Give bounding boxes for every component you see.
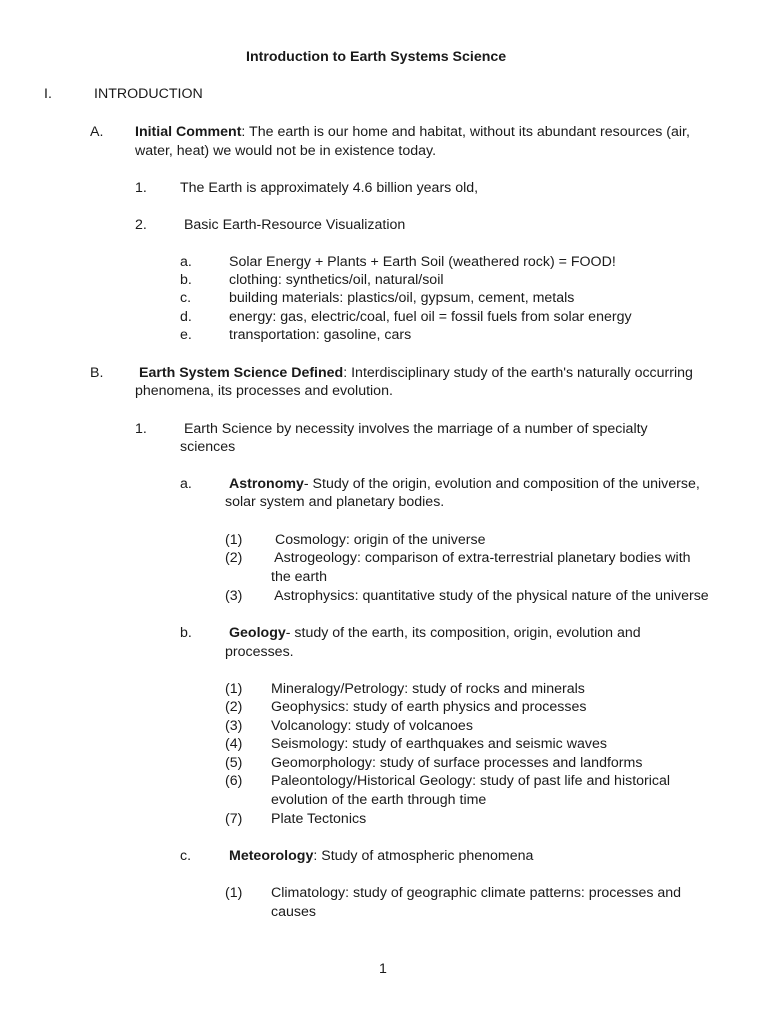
nested-text: Mineralogy/Petrology: study of rocks and minerals — [271, 681, 585, 697]
list-item-marker: 1. — [135, 421, 147, 437]
subsection-b-label: Earth System Science Defined — [139, 365, 344, 381]
geology-line1 — [229, 624, 641, 642]
sublist-text: energy: gas, electric/coal, fuel oil = fossil fuels from solar energy — [229, 309, 632, 325]
nested-marker: (2) — [225, 699, 243, 715]
nested-text: Climatology: study of geographic climate patterns: processes and — [271, 885, 682, 901]
section-marker: I. — [44, 86, 52, 102]
meteorology-line1 — [229, 847, 533, 865]
sublist-marker: b. — [180, 272, 192, 288]
meteorology-label: Meteorology — [229, 848, 314, 864]
subsection-b-text1: : Interdisciplinary study of the earth's naturally occurring — [343, 365, 693, 381]
nested-text: Astrogeology: comparison of extra-terrestrial planetary bodies with — [271, 550, 691, 566]
nested-text: Paleontology/Historical Geology: study of past life and historical — [271, 773, 671, 789]
list-item-text: Earth Science by necessity involves the marriage of a number of specialty — [180, 421, 648, 437]
sublist-marker: c. — [180, 290, 192, 306]
nested-text: evolution of the earth through time — [271, 792, 487, 808]
nested-text: Geophysics: study of earth physics and processes — [271, 699, 587, 715]
nested-text: Seismology: study of earthquakes and seismic waves — [271, 736, 607, 752]
astronomy-label: Astronomy — [229, 476, 304, 492]
nested-text: Geomorphology: study of surface processes and landforms — [271, 755, 643, 771]
astronomy-line1 — [229, 475, 700, 493]
sublist-text: clothing: synthetics/oil, natural/soil — [229, 272, 444, 288]
meteorology-text1: : Study of atmospheric phenomena — [313, 848, 534, 864]
subsection-a-line1 — [135, 123, 690, 141]
page-number: 1 — [379, 961, 387, 977]
section-heading: INTRODUCTION — [94, 86, 203, 102]
nested-marker: (1) — [225, 532, 243, 548]
nested-marker: (1) — [225, 681, 243, 697]
sublist-marker: c. — [180, 848, 192, 864]
geology-label: Geology — [229, 625, 286, 641]
sublist-marker: a. — [180, 476, 192, 492]
sublist-marker: e. — [180, 327, 192, 343]
sublist-marker: b. — [180, 625, 192, 641]
astronomy-line2: solar system and planetary bodies. — [225, 494, 445, 510]
nested-text: Volcanology: study of volcanoes — [271, 718, 473, 734]
nested-text: Plate Tectonics — [271, 811, 367, 827]
list-item-marker: 1. — [135, 180, 147, 196]
subsection-a-line2: water, heat) we would not be in existence today. — [135, 143, 437, 159]
subsection-b-line1 — [139, 364, 693, 382]
list-item-text: The Earth is approximately 4.6 billion years old, — [180, 180, 479, 196]
nested-text: Astrophysics: quantitative study of the physical nature of the universe — [271, 588, 709, 604]
subsection-a-text1: : The earth is our home and habitat, without its abundant resources (air, — [241, 124, 690, 140]
nested-marker: (1) — [225, 885, 243, 901]
nested-text: Cosmology: origin of the universe — [271, 532, 486, 548]
geology-text1: - study of the earth, its composition, origin, evolution and — [285, 625, 641, 641]
sublist-marker: a. — [180, 254, 192, 270]
nested-text: the earth — [271, 569, 328, 585]
geology-line2: processes. — [225, 644, 294, 660]
subsection-b-marker: B. — [90, 365, 104, 381]
nested-marker: (5) — [225, 755, 243, 771]
list-item-text: sciences — [180, 439, 236, 455]
nested-marker: (3) — [225, 718, 243, 734]
page-title: Introduction to Earth Systems Science — [246, 49, 507, 65]
nested-marker: (4) — [225, 736, 243, 752]
sublist-text: building materials: plastics/oil, gypsum, cement, metals — [229, 290, 575, 306]
astronomy-text1: - Study of the origin, evolution and composition of the universe, — [303, 476, 700, 492]
sublist-marker: d. — [180, 309, 192, 325]
sublist-text: Solar Energy + Plants + Earth Soil (weathered rock) = FOOD! — [229, 254, 616, 270]
sublist-text: transportation: gasoline, cars — [229, 327, 412, 343]
list-item-marker: 2. — [135, 217, 147, 233]
subsection-a-marker: A. — [90, 124, 104, 140]
subsection-a-label: Initial Comment — [135, 124, 242, 140]
nested-text: causes — [271, 904, 316, 920]
nested-marker: (2) — [225, 550, 243, 566]
nested-marker: (6) — [225, 773, 243, 789]
subsection-b-line2: phenomena, its processes and evolution. — [135, 383, 393, 399]
list-item-text: Basic Earth-Resource Visualization — [180, 217, 406, 233]
nested-marker: (7) — [225, 811, 243, 827]
nested-marker: (3) — [225, 588, 243, 604]
